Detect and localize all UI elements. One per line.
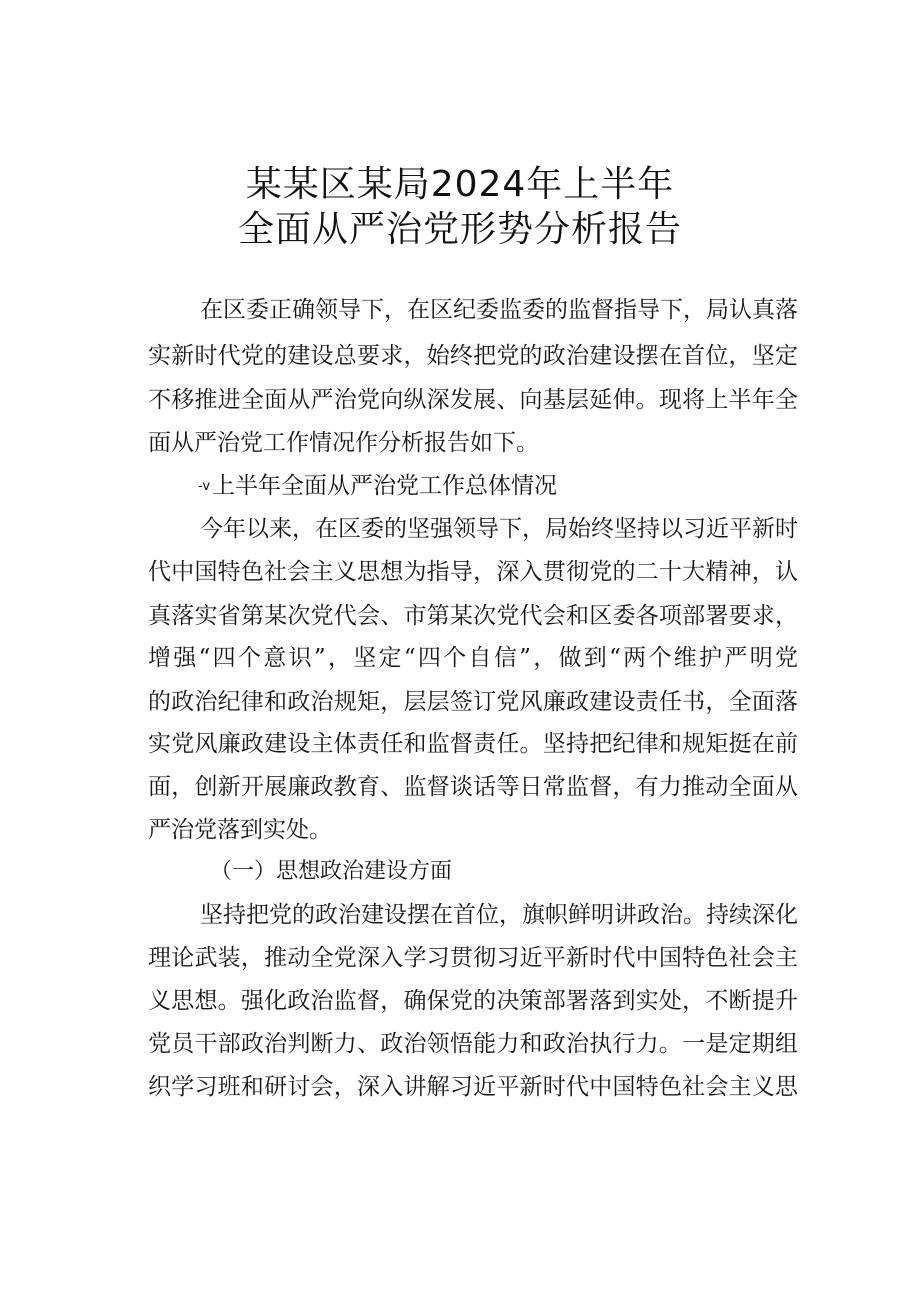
document-title-line-2: 全面从严治党形势分析报告	[237, 209, 682, 250]
body-line: 严治党落到实处。	[148, 817, 332, 843]
body-line: 真落实省第某次党代会、市第某次党代会和区委各项部署要求，	[148, 603, 798, 629]
body-line: 织学习班和研讨会，深入讲解习近平新时代中国特色社会主义思	[148, 1074, 798, 1100]
intro-line: 不移推进全面从严治党向纵深发展、向基层延伸。现将上半年全	[148, 387, 798, 413]
body-line: 理论武装，推动全党深入学习贯彻习近平新时代中国特色社会主	[148, 945, 798, 971]
body-line: 坚持把党的政治建设摆在首位，旗帜鲜明讲政治。持续深化	[200, 902, 798, 928]
body-line: 代中国特色社会主义思想为指导，深入贯彻党的二十大精神，认	[148, 559, 798, 585]
subsection-heading: （一）思想政治建设方面	[210, 859, 453, 884]
section-marker: -v	[198, 478, 211, 494]
section-heading-text: 上半年全面从严治党工作总体情况	[212, 473, 558, 499]
body-line: 党员干部政治判断力、政治领悟能力和政治执行力。一是定期组	[148, 1031, 798, 1057]
intro-line: 面从严治党工作情况作分析报告如下。	[148, 430, 539, 456]
intro-line: 在区委正确领导下，在区纪委监委的监督指导下，局认真落	[200, 297, 798, 323]
document-title-line-1: 某某区某局2024年上半年	[245, 164, 675, 205]
body-line: 实党风廉政建设主体责任和监督责任。坚持把纪律和规矩挺在前	[148, 731, 798, 757]
section-heading	[198, 466, 557, 506]
body-line: 今年以来，在区委的坚强领导下，局始终坚持以习近平新时	[200, 516, 798, 542]
intro-line: 实新时代党的建设总要求，始终把党的政治建设摆在首位，坚定	[148, 343, 798, 369]
body-line: 面，创新开展廉政教育、监督谈话等日常监督，有力推动全面从	[148, 774, 798, 800]
body-line: 的政治纪律和政治规矩，层层签订党风廉政建设责任书，全面落	[148, 689, 798, 715]
body-line: 义思想。强化政治监督，确保党的决策部署落到实处，不断提升	[148, 988, 798, 1014]
body-line: 增强“四个意识”，坚定“四个自信”，做到“两个维护严明党	[148, 645, 798, 671]
